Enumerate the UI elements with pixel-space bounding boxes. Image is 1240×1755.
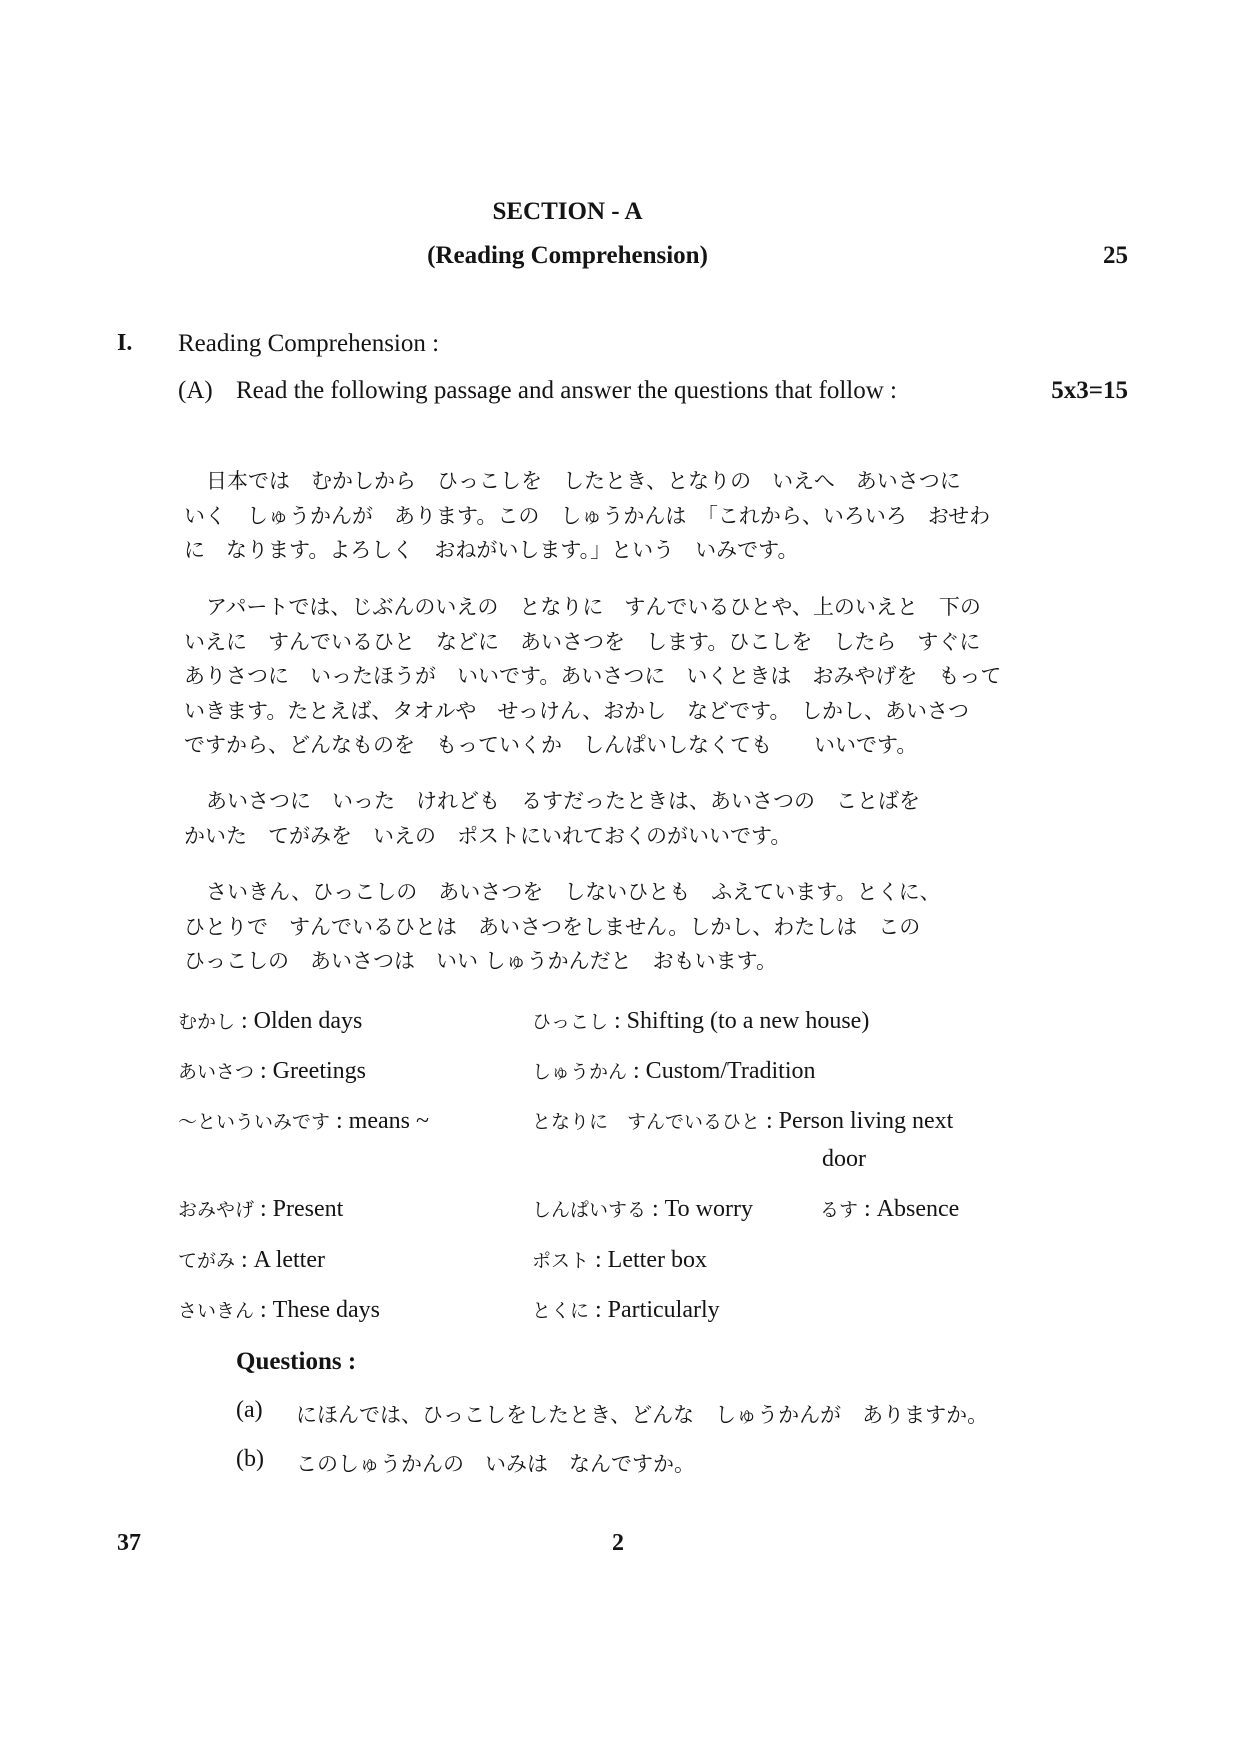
question-number: I. xyxy=(117,330,133,356)
passage-paragraph-4 xyxy=(184,875,1084,979)
passage-line: に なります。よろしく おねがいします。」という いみです。 xyxy=(184,538,799,562)
section-title: SECTION - A xyxy=(492,198,643,225)
vocab-meaning: : Greetings xyxy=(254,1058,366,1084)
vocab-meaning: : Particularly xyxy=(589,1297,720,1323)
passage-line: ありさつに いったほうが いいです。あいさつに いくときは おみやげを もって xyxy=(184,664,1002,688)
passage-paragraph-3 xyxy=(184,784,1084,853)
vocab-meaning: : A letter xyxy=(235,1247,325,1273)
question-label-b: (b) xyxy=(236,1446,264,1472)
vocab-term: おみやげ xyxy=(178,1199,255,1221)
section-subtitle: (Reading Comprehension) xyxy=(427,242,708,269)
vocab-entry-hikkoshi xyxy=(532,1007,869,1035)
passage-line: ひっこしの あいさつは いい しゅうかんだと おもいます。 xyxy=(184,949,777,973)
vocab-entry-toiuimi xyxy=(178,1107,429,1135)
passage-line: ですから、どんなものを もっていくか しんぱいしなくても いいです。 xyxy=(184,733,918,757)
part-a-instruction: Read the following passage and answer the questions that follow : xyxy=(236,377,897,404)
vocab-entry-shinpai xyxy=(532,1195,753,1223)
vocab-term: ポスト xyxy=(532,1250,590,1272)
page-number: 2 xyxy=(612,1530,624,1556)
vocab-term: むかし xyxy=(178,1011,236,1033)
passage-paragraph-2 xyxy=(184,590,1084,763)
question-title: Reading Comprehension : xyxy=(178,330,440,357)
passage-line: さいきん、ひっこしの あいさつを しないひとも ふえています。とくに、 xyxy=(206,880,941,904)
passage-line: かいた てがみを いえの ポストにいれておくのがいいです。 xyxy=(184,823,792,848)
vocab-term: しゅうかん xyxy=(532,1061,628,1083)
vocab-entry-aisatsu xyxy=(178,1057,366,1085)
vocab-meaning: : Present xyxy=(254,1196,344,1222)
vocab-term: とくに xyxy=(532,1300,590,1322)
vocab-term: さいきん xyxy=(178,1300,255,1322)
vocab-term: あいさつ xyxy=(178,1061,255,1083)
passage-line: あいさつに いった けれども るすだったときは、あいさつの ことばを xyxy=(206,789,920,813)
vocab-meaning: : Person living next xyxy=(760,1108,954,1134)
passage-line: いく しゅうかんが あります。この しゅうかんは 「これから、いろいろ おせわ xyxy=(184,503,991,528)
passage-paragraph-1 xyxy=(184,464,1084,568)
vocab-entry-posuto xyxy=(532,1246,707,1274)
vocab-entry-saikin xyxy=(178,1296,380,1324)
vocab-meaning-continued: door xyxy=(822,1146,866,1172)
questions-heading: Questions : xyxy=(236,1348,357,1375)
vocab-meaning: : means ~ xyxy=(330,1108,429,1134)
vocab-meaning: : To worry xyxy=(646,1196,753,1222)
paper-code: 37 xyxy=(117,1530,141,1556)
vocab-entry-tegami xyxy=(178,1246,325,1274)
vocab-meaning: : Absence xyxy=(858,1196,960,1222)
vocab-meaning: : Custom/Tradition xyxy=(627,1058,816,1084)
vocab-entry-shuukan xyxy=(532,1057,816,1085)
vocab-meaning: : These days xyxy=(254,1297,380,1323)
vocab-entry-rusu xyxy=(820,1195,959,1223)
vocab-entry-mukashi xyxy=(178,1007,362,1035)
vocab-meaning: : Olden days xyxy=(235,1008,363,1034)
vocab-term: るす xyxy=(820,1199,859,1221)
question-text-a: にほんでは、ひっこしをしたとき、どんな しゅうかんが ありますか。 xyxy=(296,1403,989,1427)
passage-line: 日本では むかしから ひっこしを したとき、となりの いえへ あいさつに xyxy=(206,469,961,493)
question-label-a: (a) xyxy=(236,1397,263,1423)
vocab-term: しんぱいする xyxy=(532,1199,647,1221)
vocab-term: てがみ xyxy=(178,1250,236,1272)
vocab-term: ～といういみです xyxy=(178,1111,331,1133)
passage-line: いきます。たとえば、タオルや せっけん、おかし などです。 しかし、あいさつ xyxy=(184,698,969,723)
question-text-b: このしゅうかんの いみは なんですか。 xyxy=(296,1452,695,1476)
vocab-meaning: : Shifting (to a new house) xyxy=(608,1008,870,1034)
vocab-term: となりに すんでいるひと xyxy=(532,1111,761,1133)
section-marks: 25 xyxy=(1103,242,1128,269)
passage-line: アパートでは、じぶんのいえの となりに すんでいるひとや、上のいえと 下の xyxy=(206,595,981,619)
vocab-entry-omiyage xyxy=(178,1195,343,1223)
part-a-label: (A) xyxy=(178,377,213,404)
passage-line: いえに すんでいるひと などに あいさつを します。ひこしを したら すぐに xyxy=(184,629,981,654)
vocab-term: ひっこし xyxy=(532,1011,609,1033)
part-a-marks: 5x3=15 xyxy=(1051,377,1128,404)
vocab-meaning: : Letter box xyxy=(589,1247,707,1273)
passage-line: ひとりで すんでいるひとは あいさつをしません。しかし、わたしは この xyxy=(184,914,921,939)
vocab-entry-tonari xyxy=(532,1107,953,1135)
vocab-entry-tokuni xyxy=(532,1296,720,1324)
